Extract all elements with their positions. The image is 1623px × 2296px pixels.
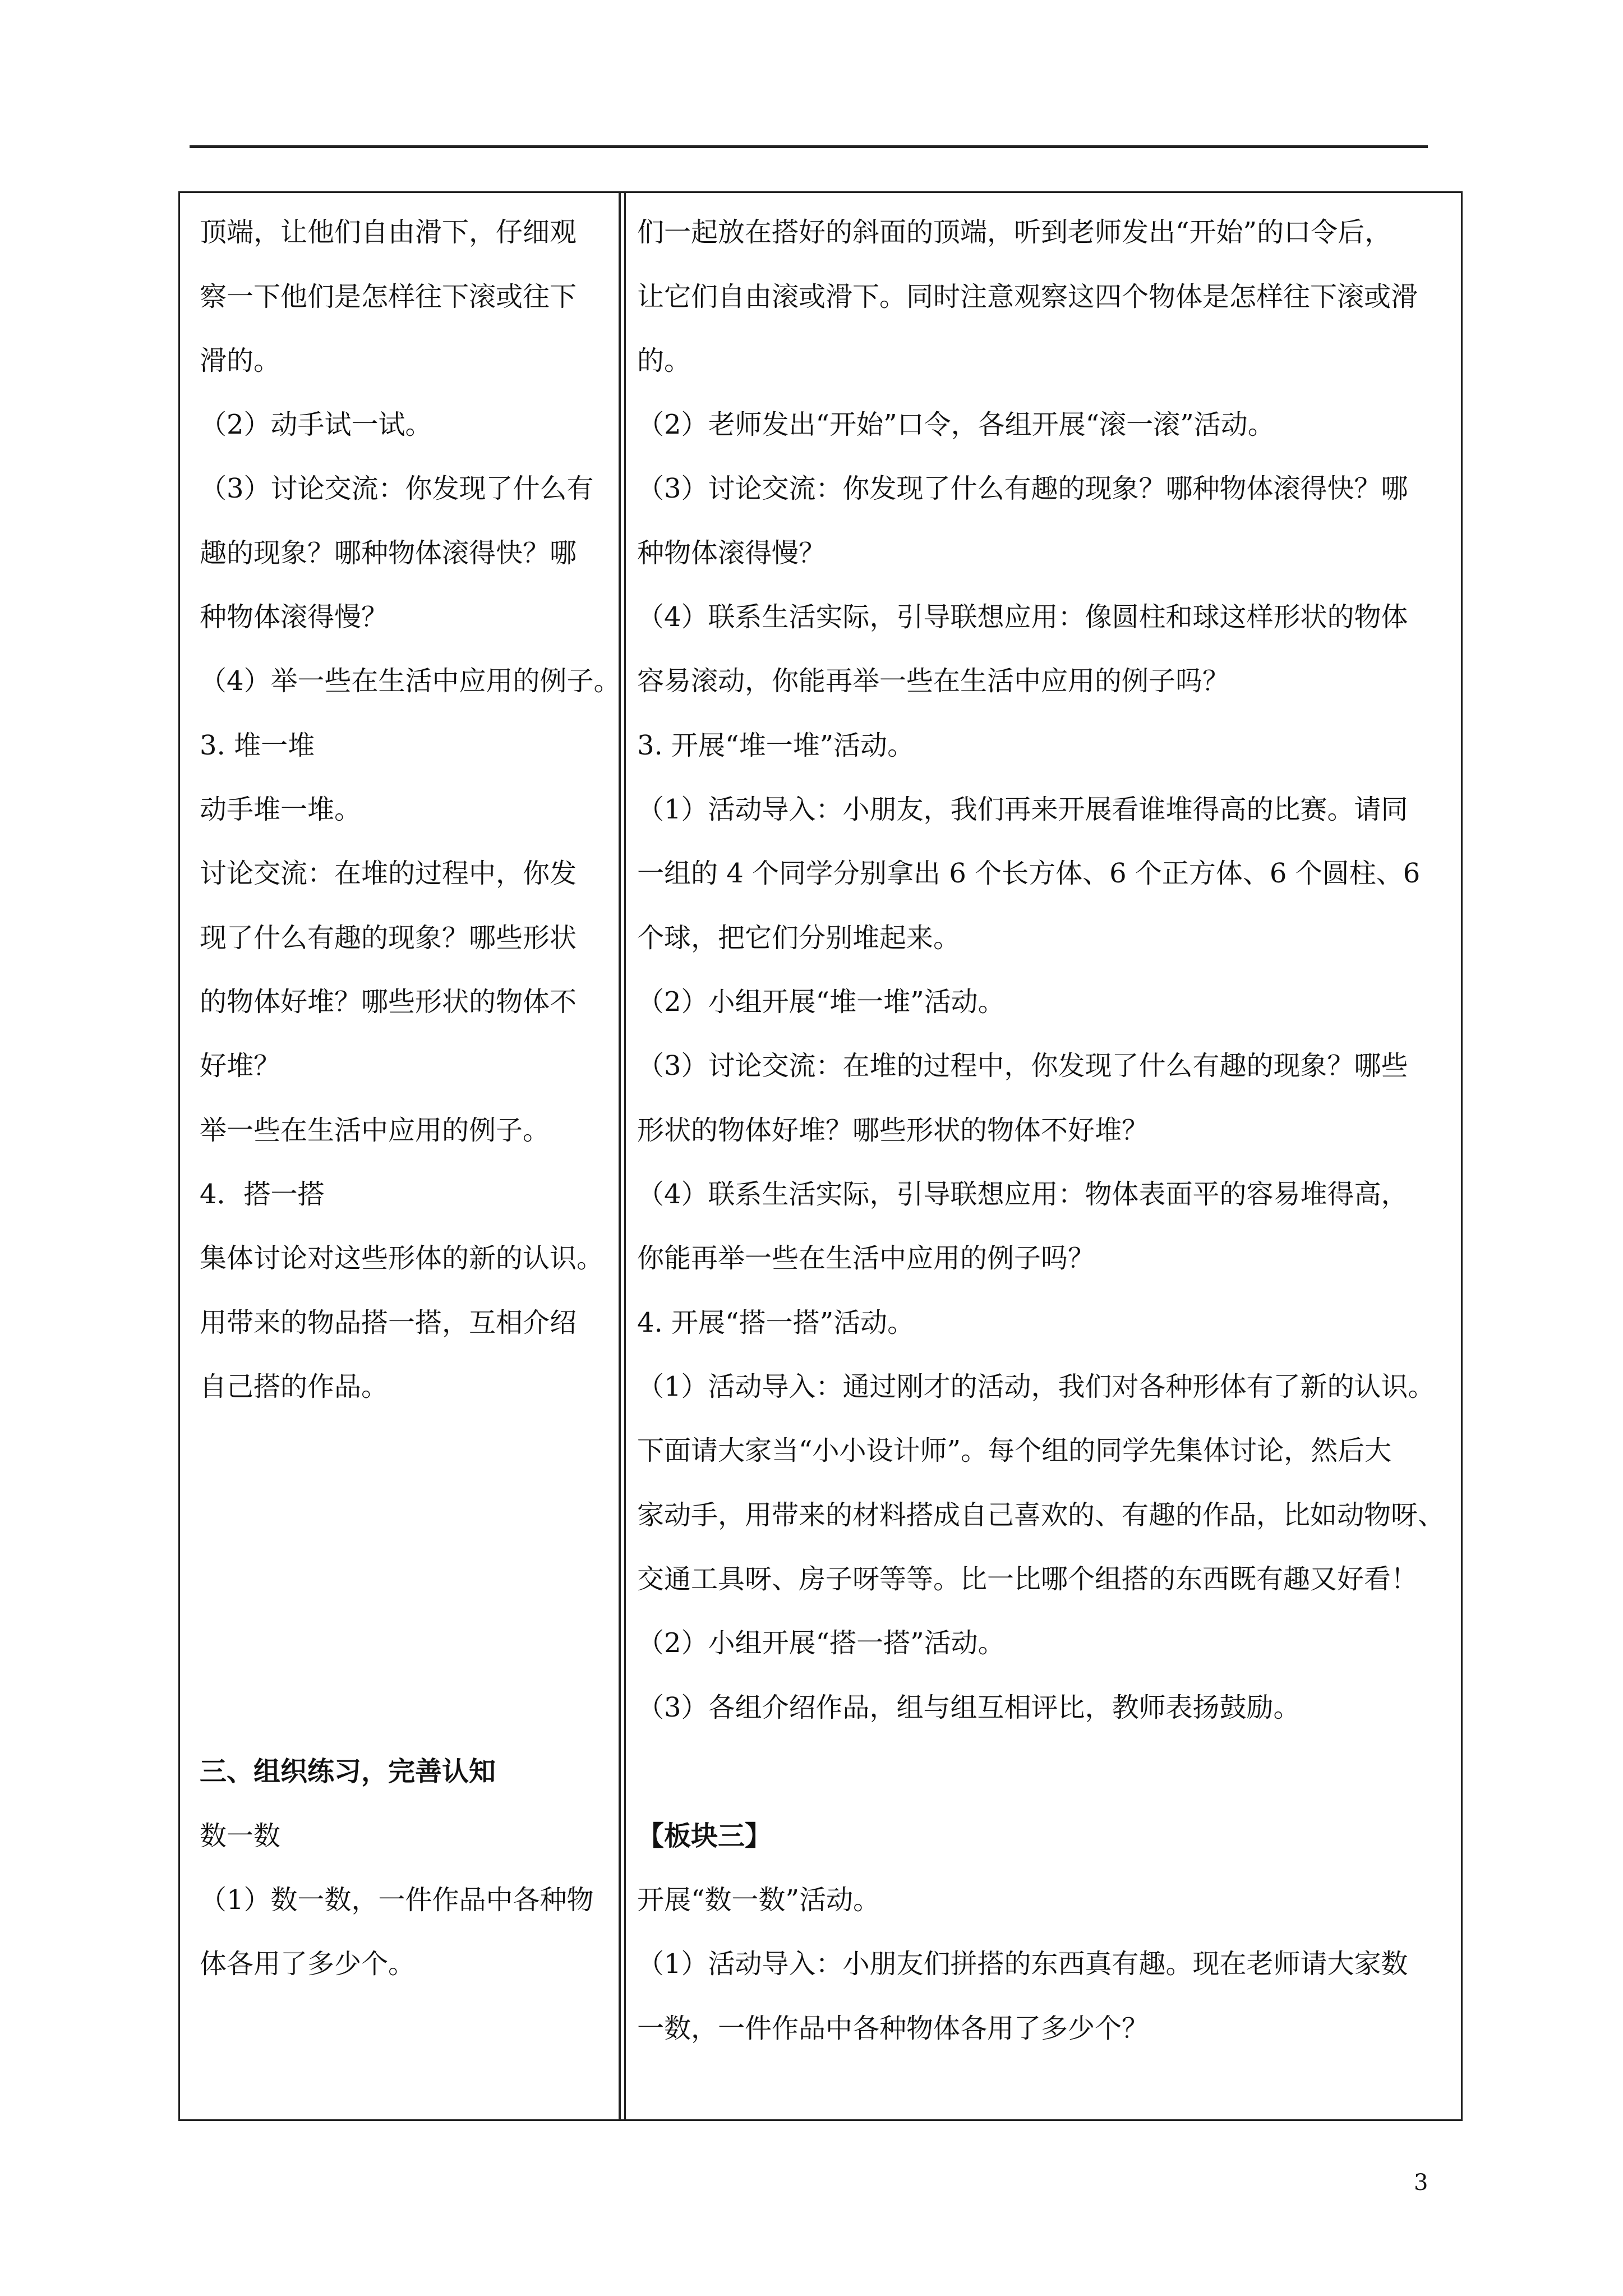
left-line: 动手堆一堆。 xyxy=(200,794,362,825)
right-line: 们一起放在搭好的斜面的顶端，听到老师发出“开始”的口令后， xyxy=(637,217,1392,248)
left-line: （2）动手试一试。 xyxy=(200,409,432,440)
left-line: （3）讨论交流：你发现了什么有 xyxy=(200,473,594,504)
left-line: 好堆？ xyxy=(200,1050,281,1082)
column-divider-inner xyxy=(624,193,626,2119)
left-line: （4）举一些在生活中应用的例子。 xyxy=(200,665,621,697)
right-line: 形状的物体好堆？哪些形状的物体不好堆？ xyxy=(637,1115,1149,1146)
left-line: 体各用了多少个。 xyxy=(200,1948,416,1980)
right-line: 交通工具呀、房子呀等等。比一比哪个组搭的东西既有趣又好看！ xyxy=(637,1563,1418,1595)
right-line: 一数，一件作品中各种物体各用了多少个？ xyxy=(637,2013,1149,2044)
page-number: 3 xyxy=(1414,2170,1428,2196)
right-line: 3. 开展“堆一堆”活动。 xyxy=(637,730,915,761)
right-line: 让它们自由滚或滑下。同时注意观察这四个物体是怎样往下滚或滑 xyxy=(637,281,1418,312)
right-line: 个球，把它们分别堆起来。 xyxy=(637,922,961,954)
header-rule xyxy=(190,145,1428,148)
left-line: 自己搭的作品。 xyxy=(200,1371,389,1402)
right-line: （4）联系生活实际，引导联想应用：物体表面平的容易堆得高， xyxy=(637,1179,1408,1210)
section-heading: 三、组织练习，完善认知 xyxy=(200,1756,496,1787)
block-heading: 【板块三】 xyxy=(637,1820,772,1852)
right-line: 4. 开展“搭一搭”活动。 xyxy=(637,1307,915,1338)
right-line: （3）各组介绍作品，组与组互相评比，教师表扬鼓励。 xyxy=(637,1692,1301,1723)
right-line: 家动手，用带来的材料搭成自己喜欢的、有趣的作品，比如动物呀、 xyxy=(637,1499,1445,1531)
left-line: 的物体好堆？哪些形状的物体不 xyxy=(200,986,577,1018)
right-line: 的。 xyxy=(637,345,691,376)
left-line: （1）数一数，一件作品中各种物 xyxy=(200,1884,594,1916)
left-line: 4．搭一搭 xyxy=(200,1179,325,1210)
right-line: （3）讨论交流：你发现了什么有趣的现象？哪种物体滚得快？哪 xyxy=(637,473,1408,504)
left-line: 察一下他们是怎样往下滚或往下 xyxy=(200,281,577,312)
left-line: 顶端，让他们自由滑下，仔细观 xyxy=(200,217,577,248)
left-line: 滑的。 xyxy=(200,345,281,376)
left-line: 种物体滚得慢？ xyxy=(200,601,389,633)
left-line: 举一些在生活中应用的例子。 xyxy=(200,1115,550,1146)
right-line: 下面请大家当“小小设计师”。每个组的同学先集体讨论，然后大 xyxy=(637,1435,1392,1466)
left-line: 趣的现象？哪种物体滚得快？哪 xyxy=(200,537,577,569)
column-divider xyxy=(619,193,621,2119)
right-line: （3）讨论交流：在堆的过程中，你发现了什么有趣的现象？哪些 xyxy=(637,1050,1408,1082)
right-line: （2）小组开展“堆一堆”活动。 xyxy=(637,986,1005,1018)
left-line: 讨论交流：在堆的过程中，你发 xyxy=(200,858,577,889)
right-line: 种物体滚得慢？ xyxy=(637,537,826,569)
right-line: （2）小组开展“搭一搭”活动。 xyxy=(637,1627,1005,1659)
left-line: 3. 堆一堆 xyxy=(200,730,315,761)
right-line: 容易滚动，你能再举一些在生活中应用的例子吗？ xyxy=(637,665,1230,697)
left-line: 集体讨论对这些形体的新的认识。 xyxy=(200,1243,604,1274)
right-line: 一组的 4 个同学分别拿出 6 个长方体、6 个正方体、6 个圆柱、6 xyxy=(637,858,1421,889)
right-line: （1）活动导入：小朋友们拼搭的东西真有趣。现在老师请大家数 xyxy=(637,1948,1408,1980)
right-line: （2）老师发出“开始”口令，各组开展“滚一滚”活动。 xyxy=(637,409,1275,440)
left-line: 用带来的物品搭一搭，互相介绍 xyxy=(200,1307,577,1338)
left-line: 数一数 xyxy=(200,1820,281,1852)
left-line: 现了什么有趣的现象？哪些形状 xyxy=(200,922,577,954)
right-line: 开展“数一数”活动。 xyxy=(637,1884,880,1916)
right-line: （1）活动导入：通过刚才的活动，我们对各种形体有了新的认识。 xyxy=(637,1371,1435,1402)
lesson-table xyxy=(178,191,1463,2121)
right-line: 你能再举一些在生活中应用的例子吗？ xyxy=(637,1243,1095,1274)
right-line: （1）活动导入：小朋友，我们再来开展看谁堆得高的比赛。请同 xyxy=(637,794,1408,825)
right-line: （4）联系生活实际，引导联想应用：像圆柱和球这样形状的物体 xyxy=(637,601,1408,633)
